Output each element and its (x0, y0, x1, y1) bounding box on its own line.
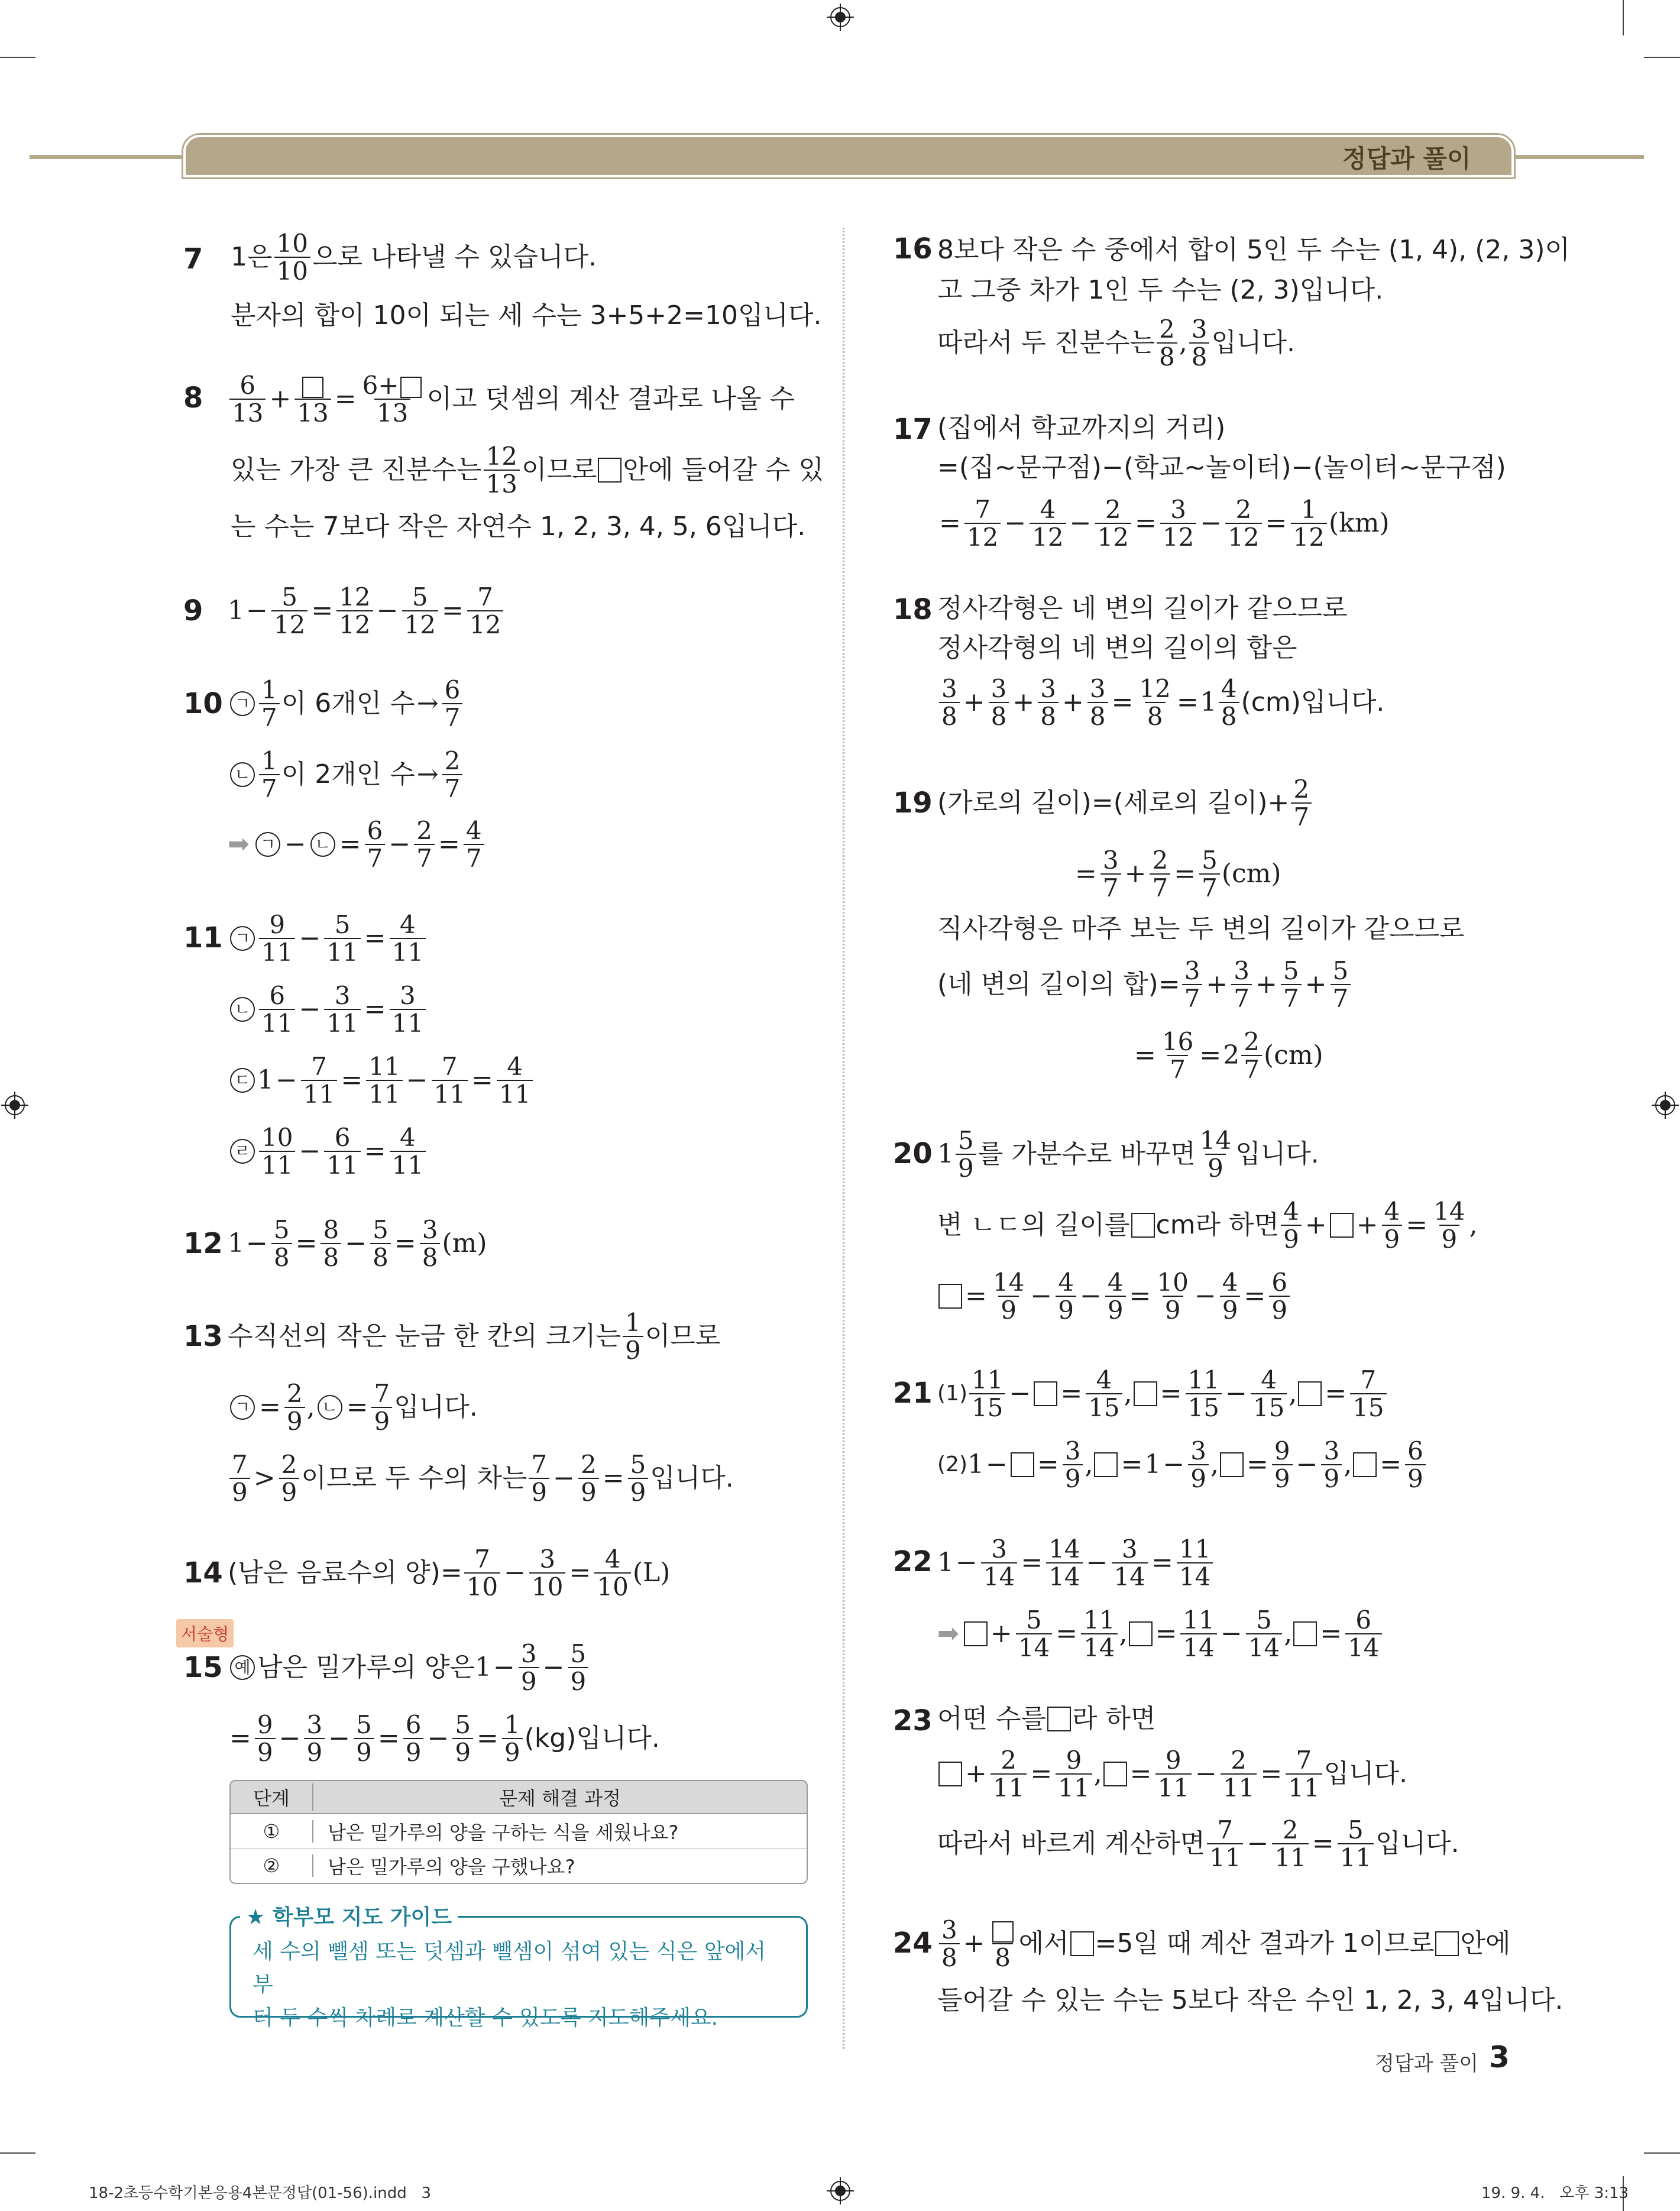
problem-12-line-1: 1 − $\frac{5}{8}$ = $\frac{8}{8}$ − $\frac{5}{8}$ = $\frac{3}{8}$ (m) (228, 1215, 487, 1272)
problem-23-line-2: + $\frac{2}{11}$ = $\frac{9}{11}$ , = $\frac{9}{11}$ − $\frac{2}{11}$ = $\frac{7}{11}$ 입니다. (937, 1741, 1407, 1807)
problem-18-line-3: $\frac{3}{8}$ + $\frac{3}{8}$ + $\frac{3}{8}$ + $\frac{3}{8}$ = $\frac{12}{8}$ = 1 $\frac{4}{8}$ (cm)입니다. (937, 670, 1384, 735)
problem-15-line-1: 예 남은 밀가루의 양은 1 − $\frac{3}{9}$ − $\frac{5}{9}$ (228, 1635, 590, 1700)
problem-22-line-1: 1 − $\frac{3}{14}$ = $\frac{14}{14}$ − $\frac{3}{14}$ = $\frac{11}{14}$ (937, 1530, 1215, 1595)
descriptive-badge: 서술형 (176, 1619, 234, 1647)
footer-stamp: 19. 9. 4. 오후 3:13 (1481, 2184, 1629, 2202)
problem-7-line-2: 분자의 합이 10이 되는 세 수는 3+5+2=10입니다. (231, 300, 822, 331)
problem-10-line-2: ㄴ $\frac{1}{7}$ 이 2개인 수 → $\frac{2}{7}$ (228, 742, 464, 807)
problem-15-line-2: = $\frac{9}{9}$ − $\frac{3}{9}$ − $\frac{5}{9}$ = $\frac{6}{9}$ − $\frac{5}{9}$ = $\frac{1}{9}$ (kg)입니다. (229, 1710, 660, 1767)
problem-11-line-1: ㄱ $\frac{9}{11}$ − $\frac{5}{11}$ = $\frac{4}{11}$ (228, 906, 428, 971)
problem-16-line-2: 고 그중 차가 1인 두 수는 (2, 3)입니다. (937, 275, 1384, 305)
problem-16-line-3: 따라서 두 진분수는 $\frac{2}{8}$ , $\frac{3}{8}$ 입니다. (937, 314, 1295, 371)
problem-number: 10 (183, 687, 223, 720)
problem-19-line-4: (네 변의 길이의 합)= $\frac{3}{7}$ + $\frac{3}{7}$ + $\frac{5}{7}$ + $\frac{5}{7}$ (937, 952, 1352, 1017)
problem-17-line-1: (집에서 학교까지의 거리) (937, 413, 1226, 443)
problem-23-line-1: 어떤 수를 라 하면 (937, 1704, 1156, 1734)
problem-19-line-3: 직사각형은 마주 보는 두 변의 길이가 같으므로 (937, 914, 1465, 944)
problem-17-line-2: =(집~문구점)−(학교~놀이터)−(놀이터~문구점) (937, 452, 1506, 483)
problem-20-line-2: 변 ㄴㄷ의 길이를 cm라 하면 $\frac{4}{9}$ + + $\frac{4}{9}$ = $\frac{14}{9}$ , (937, 1196, 1478, 1254)
page-number: 3 (1489, 2040, 1510, 2074)
problem-10-line-3: ➡ ㄱ − ㄴ = $\frac{6}{7}$ − $\frac{2}{7}$ = $\frac{4}{7}$ (228, 812, 486, 877)
problem-number: 23 (893, 1704, 933, 1737)
problem-7-line-1: 1은 $\frac{10}{10}$ 으로 나타낼 수 있습니다. (231, 228, 597, 286)
registration-mark-bottom (827, 2177, 854, 2204)
problem-number: 20 (893, 1137, 933, 1170)
header-title: 정답과 풀이 (1342, 144, 1471, 173)
problem-13-line-1: 수직선의 작은 눈금 한 칸의 크기는 $\frac{1}{9}$ 이므로 (228, 1307, 721, 1365)
problem-18-line-2: 정사각형의 네 변의 길이의 합은 (937, 633, 1297, 663)
problem-16-line-1: 8보다 작은 수 중에서 합이 5인 두 수는 (1, 4), (2, 3)이 (937, 235, 1570, 265)
problem-number: 16 (893, 232, 933, 266)
problem-11-line-3: ㄷ 1 − $\frac{7}{11}$ = $\frac{11}{11}$ − $\frac{7}{11}$ = $\frac{4}{11}$ (228, 1048, 535, 1113)
problem-9-line-1: 1 − $\frac{5}{12}$ = $\frac{12}{12}$ − $\frac{5}{12}$ = $\frac{7}{12}$ (228, 578, 505, 643)
fraction: 13 (294, 372, 331, 427)
footer-label: 정답과 풀이 (1375, 2052, 1479, 2076)
arrow-icon: ➡ (937, 1618, 959, 1649)
header-band (183, 135, 1514, 177)
problem-22-line-2: ➡ + $\frac{5}{14}$ = $\frac{11}{14}$ , = $\frac{11}{14}$ − $\frac{5}{14}$ , = $\frac{6}{14}$ (937, 1601, 1384, 1666)
problem-19-line-1: (가로의 길이)=(세로의 길이)+ $\frac{2}{7}$ (937, 771, 1313, 836)
parent-guide-box: 세 수의 뺄셈 또는 덧셈과 뺄셈이 섞여 있는 식은 앞에서부 터 두 수씩 차례로 계산할 수 있도록 지도해주세요. (229, 1916, 808, 2018)
problem-number: 15 (183, 1651, 223, 1684)
crop-mark (0, 57, 35, 58)
problem-number: 7 (183, 242, 203, 276)
problem-18-line-1: 정사각형은 네 변의 길이가 같으므로 (937, 593, 1348, 623)
problem-23-line-3: 따라서 바르게 계산하면 $\frac{7}{11}$ − $\frac{2}{11}$ = $\frac{5}{11}$ 입니다. (937, 1815, 1459, 1872)
column-divider (843, 228, 844, 2049)
problem-19-line-2: = $\frac{3}{7}$ + $\frac{2}{7}$ = $\frac{5}{7}$ (cm) (1075, 845, 1281, 902)
problem-number: 19 (893, 786, 933, 820)
problem-13-line-2: ㄱ = $\frac{2}{9}$ , ㄴ = $\frac{7}{9}$ 입니다. (228, 1375, 478, 1440)
problem-number: 18 (893, 593, 933, 626)
fraction: $\frac{10}{10}$ (274, 230, 310, 285)
table-header-step: 단계 (231, 1783, 313, 1811)
arrow-icon: ➡ (228, 829, 250, 859)
problem-21-line-1: (1) $\frac{11}{15}$ − = $\frac{4}{15}$ , = $\frac{11}{15}$ − $\frac{4}{15}$ , = $\frac{7}{15}$ (937, 1361, 1388, 1426)
problem-number: 12 (183, 1227, 223, 1260)
registration-mark-right (1652, 1092, 1679, 1119)
star-icon: ★ (246, 1905, 266, 1930)
problem-number: 24 (893, 1927, 933, 1960)
problem-number: 22 (893, 1545, 933, 1578)
table-row: ② 남은 밀가루의 양을 구했나요? (231, 1849, 807, 1883)
problem-number: 17 (893, 413, 933, 446)
problem-19-line-5: = $\frac{16}{7}$ = 2 $\frac{2}{7}$ (cm) (1134, 1027, 1323, 1084)
crop-mark (1623, 0, 1624, 35)
problem-24-line-2: 들어갈 수 있는 수는 5보다 작은 수인 1, 2, 3, 4입니다. (937, 1985, 1564, 2015)
problem-8-line-1: $\frac{6}{13}$ + 13 = $\frac{6+}{13}$ 이고 덧셈의 계산 결과로 나올 수 (228, 367, 795, 432)
blank-box (598, 458, 621, 483)
problem-number: 14 (183, 1556, 223, 1590)
registration-mark-left (1, 1092, 28, 1119)
problem-number: 11 (183, 921, 223, 954)
problem-13-line-3: $\frac{7}{9}$ > $\frac{2}{9}$ 이므로 두 수의 차는 $\frac{7}{9}$ − $\frac{2}{9}$ = $\frac{5}{9}$ 입니다. (228, 1446, 734, 1511)
problem-number: 21 (893, 1377, 933, 1410)
table-row: ① 남은 밀가루의 양을 구하는 식을 세웠나요? (231, 1814, 807, 1849)
problem-14-line-1: (남은 음료수의 양)= $\frac{7}{10}$ − $\frac{3}{10}$ = $\frac{4}{10}$ (L) (228, 1544, 671, 1601)
problem-10-line-1: ㄱ $\frac{1}{7}$ 이 6개인 수 → $\frac{6}{7}$ (228, 671, 464, 736)
problem-8-line-3: 는 수는 7보다 작은 자연수 1, 2, 3, 4, 5, 6입니다. (231, 512, 806, 542)
problem-20-line-3: = $\frac{14}{9}$ − $\frac{4}{9}$ − $\frac{4}{9}$ = $\frac{10}{9}$ − $\frac{4}{9}$ = $\frac{6}{9}$ (937, 1264, 1291, 1329)
parent-guide-title: ★ 학부모 지도 가이드 (240, 1901, 458, 1931)
problem-number: 9 (183, 594, 203, 627)
problem-17-line-3: = $\frac{7}{12}$ − $\frac{4}{12}$ − $\frac{2}{12}$ = $\frac{3}{12}$ − $\frac{2}{12}$ = $\frac{1}{12}$ (km) (939, 494, 1390, 552)
problem-8-line-2: 있는 가장 큰 진분수는 $\frac{12}{13}$ 이므로 안에 들어갈 수 있 (231, 441, 824, 498)
problem-number: 13 (183, 1320, 223, 1353)
problem-number: 8 (183, 381, 203, 415)
registration-mark-top (827, 4, 854, 31)
problem-20-line-1: 1 $\frac{5}{9}$ 를 가분수로 바꾸면 $\frac{14}{9}$ 입니다. (937, 1125, 1319, 1183)
problem-11-line-2: ㄴ $\frac{6}{11}$ − $\frac{3}{11}$ = $\frac{3}{11}$ (228, 977, 428, 1042)
crop-mark (0, 2152, 35, 2154)
footer-file: 18-2초등수학기본응용4본문정답(01-56).indd 3 (89, 2184, 432, 2202)
crop-mark (1644, 2152, 1680, 2154)
problem-11-line-4: ㄹ $\frac{10}{11}$ − $\frac{6}{11}$ = $\frac{4}{11}$ (228, 1119, 428, 1184)
crop-mark (1644, 57, 1680, 58)
problem-24-line-1: $\frac{3}{8}$ + 8 에서 =5일 때 계산 결과가 1이므로 안에 (937, 1911, 1510, 1976)
problem-21-line-2: (2) 1 − = $\frac{3}{9}$ , = 1 − $\frac{3}{9}$ , = $\frac{9}{9}$ − $\frac{3}{9}$ , = $\frac{6}{9}$ (937, 1432, 1427, 1497)
fraction: $\frac{6+}{13}$ (360, 372, 425, 427)
fraction: $\frac{12}{13}$ (484, 443, 520, 498)
table-header-process: 문제 해결 과정 (499, 1787, 621, 1809)
fraction: $\frac{6}{13}$ (229, 372, 266, 427)
scoring-table (229, 1780, 808, 1884)
